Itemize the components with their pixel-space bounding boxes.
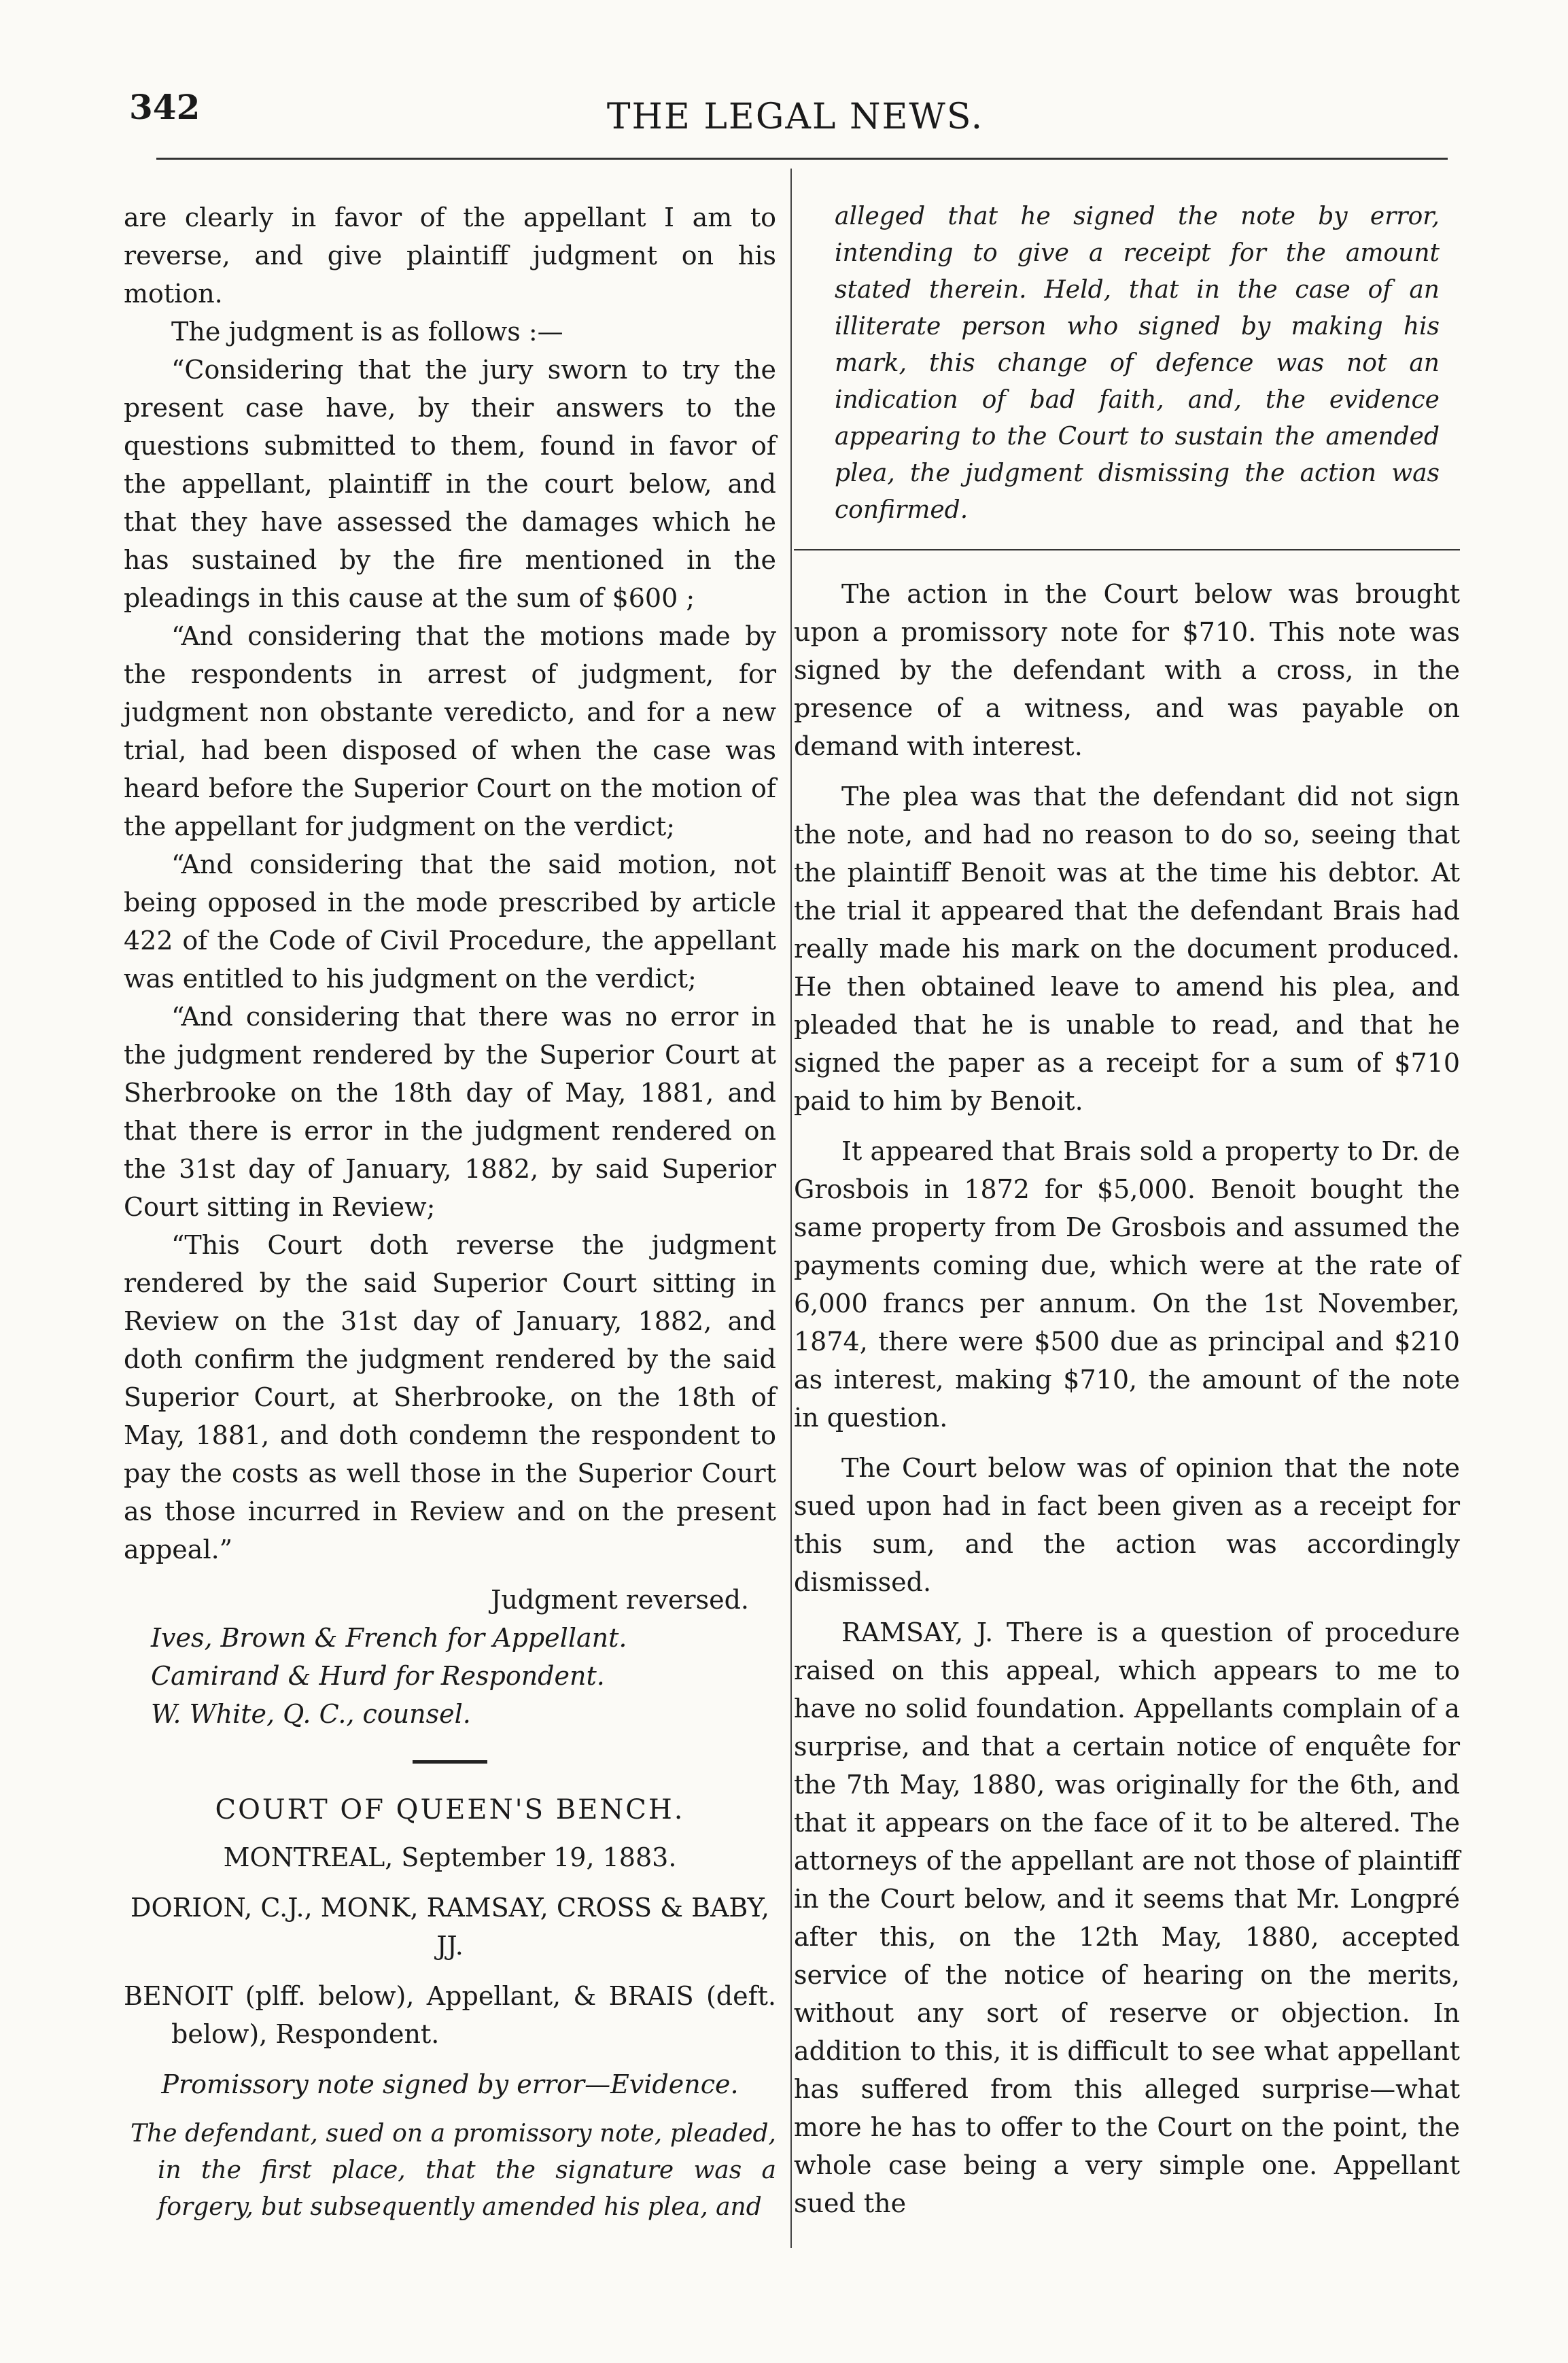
judgment-intro: The judgment is as follows :—: [171, 317, 563, 347]
counsel-line: Ives, Brown & French for Appellant.: [151, 1623, 627, 1653]
subject-line: Promissory note signed by error—Evidence.: [161, 2069, 739, 2099]
body-paragraph: RAMSAY, J. There is a question of procedure raised on this appeal, which appears to me to have no solid foundation. Appellants complain of a surprise, and that a certain notice of enquête for the 7th May, 1880, was originally for the 6th, and that it appears on the face of it to be altered. The attorneys of the appellant are not those of plaintiff in the Court below, and it seems that Mr. Longpré after this, on the 12th May, 1880, accepted service of the notice of hearing on the merits, without any sort of reserve or objection. In addition to this, it is difficult to see what appellant has suffered from this alleged surprise—what more he has to offer to the Court on the point, the whole case being a very simple one. Appellant sued the: [794, 1617, 1460, 2218]
judgment-result: Judgment reversed.: [491, 1585, 749, 1615]
column-divider: [790, 169, 792, 2248]
body-paragraph: The plea was that the defendant did not sign the note, and had no reason to do so, seeing that the plaintiff Benoit was at the time his debtor. At the trial it appeared that the defendant Brais had really made his mark on the document produced. He then obtained leave to amend his plea, and pleaded that he is unable to read, and that he signed the paper as a receipt for a sum of $710 paid to him by Benoit.: [794, 782, 1460, 1116]
body-paragraph: It appeared that Brais sold a property to Dr. de Grosbois in 1872 for $5,000. Benoit bought the same property from De Grosbois and assumed the payments coming due, which were at the rate of 6,000 francs per annum. On the 1st November, 1874, there were $500 due as principal and $210 as interest, making $710, the amount of the note in question.: [794, 1136, 1460, 1433]
page-number: 342: [129, 87, 201, 127]
bench-line: DORION, C.J., MONK, RAMSAY, CROSS & BABY, JJ.: [130, 1893, 769, 1961]
quote-paragraph: “And considering that the motions made by the respondents in arrest of judgment, for judgment non obstante veredicto, and for a new trial, had been disposed of when the case was heard before the Superior Court on the motion of the appellant for judgment on the verdict;: [124, 621, 776, 841]
quote-paragraph: “Considering that the jury sworn to try the present case have, by their answers to the questions submitted to them, found in favor of the appellant, plaintiff in the court below, and that they have assessed the damages which he has sustained by the fire mentioned in the pleadings in this cause at the sum of $600 ;: [124, 355, 776, 613]
section-divider: [413, 1760, 487, 1764]
counsel-line: W. White, Q. C., counsel.: [151, 1699, 471, 1729]
running-title: THE LEGAL NEWS.: [606, 97, 984, 137]
quote-paragraph: “And considering that the said motion, not being opposed in the mode prescribed by article 422 of the Code of Civil Procedure, the appellant was entitled to his judgment on the verdict;: [124, 850, 776, 994]
body-paragraph: The Court below was of opinion that the note sued upon had in fact been given as a receipt for this sum, and the action was accordingly dismissed.: [794, 1453, 1460, 1597]
body-paragraph: The action in the Court below was brought upon a promissory note for $710. This note was signed by the defendant with a cross, in the presence of a witness, and was payable on demand with interest.: [794, 579, 1460, 761]
court-title: COURT OF QUEEN'S BENCH.: [215, 1794, 685, 1825]
page-header: [129, 82, 1461, 156]
left-column: [124, 198, 776, 2226]
header-rule: [156, 158, 1448, 160]
counsel-line: Camirand & Hurd for Respondent.: [151, 1661, 605, 1691]
parties-line: BENOIT (plff. below), Appellant, & BRAIS (deft. below), Respondent.: [124, 1981, 776, 2049]
quote-paragraph: “And considering that there was no error in the judgment rendered by the Superior Court at Sherbrooke on the 18th day of May, 1881, and that there is error in the judgment rendered on the 31st day of January, 1882, by said Superior Court sitting in Review;: [124, 1002, 776, 1222]
quote-paragraph: “This Court doth reverse the judgment rendered by the said Superior Court sitting in Review on the 31st day of January, 1882, and doth confirm the judgment rendered by the said Superior Court, at Sherbrooke, on the 18th of May, 1881, and doth condemn the respondent to pay the costs as well those in the Superior Court as those incurred in Review and on the present appeal.”: [124, 1230, 776, 1564]
date-line: MONTREAL, September 19, 1883.: [223, 1842, 677, 1872]
headnote-rule: [794, 549, 1460, 550]
judgment-quote: [124, 351, 776, 1569]
right-column: [794, 198, 1460, 2222]
headnote-start: The defendant, sued on a promissory note, pleaded, in the first place, that the signature was a forgery, but subsequently amended his plea, and: [130, 2120, 776, 2221]
intro-paragraph: are clearly in favor of the appellant I am to reverse, and give plaintiff judgment on his motion.: [124, 203, 776, 309]
counsel-list: [124, 1619, 776, 1733]
headnote-end: alleged that he signed the note by error, intending to give a receipt for the amount stated therein. Held, that in the case of an illiterate person who signed by making his mark, this change of defence was not an indication of bad faith, and, the evidence appearing to the Court to sustain the amended plea, the judgment dismissing the action was confirmed.: [835, 203, 1440, 524]
